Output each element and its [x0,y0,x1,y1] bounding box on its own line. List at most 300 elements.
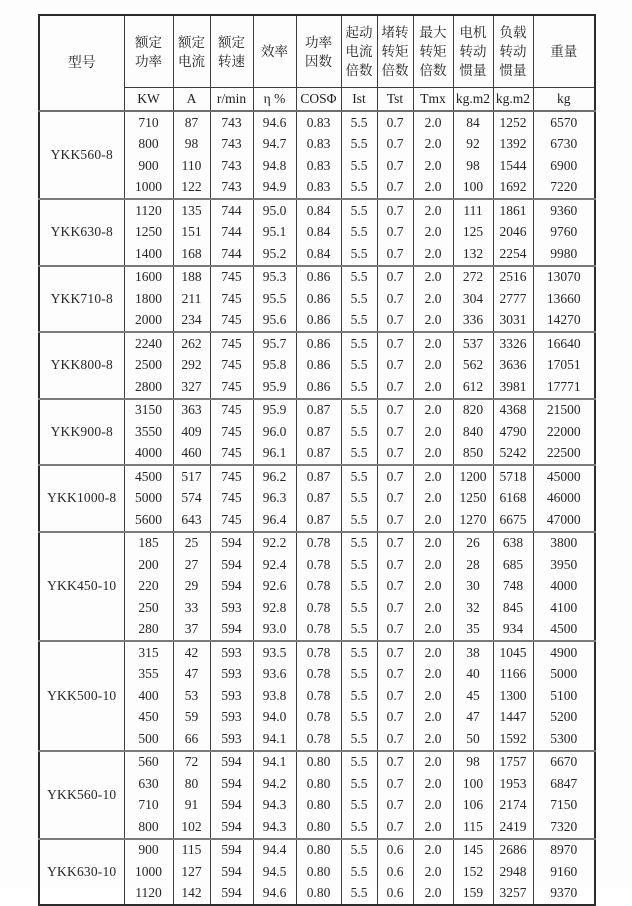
cell-rated-power: 1400 [124,243,173,266]
cell-rated-current: 98 [173,134,210,156]
cell-rated-speed: 743 [210,155,253,177]
cell-rated-power: 1120 [124,883,173,906]
cell-power-factor: 0.86 [296,266,341,289]
cell-rated-current: 47 [173,664,210,686]
cell-load-inertia: 3326 [493,332,533,355]
cell-load-inertia: 4368 [493,399,533,422]
cell-weight: 4500 [533,619,595,642]
cell-locked-rotor-torque-ratio: 0.7 [377,816,413,839]
model-group [39,111,595,199]
cell-rated-power: 800 [124,134,173,156]
cell-locked-rotor-torque-ratio: 0.7 [377,488,413,510]
cell-max-torque-ratio: 2.0 [413,597,453,619]
cell-weight: 5100 [533,685,595,707]
cell-power-factor: 0.87 [296,509,341,532]
cell-max-torque-ratio: 2.0 [413,883,453,906]
cell-power-factor: 0.80 [296,839,341,862]
model-group [39,465,595,532]
cell-power-factor: 0.83 [296,155,341,177]
cell-max-torque-ratio: 2.0 [413,399,453,422]
model-cell: YKK630-8 [39,199,124,266]
cell-rated-speed: 743 [210,134,253,156]
cell-efficiency: 93.5 [253,641,296,664]
cell-rated-current: 59 [173,707,210,729]
cell-load-inertia: 1592 [493,728,533,751]
cell-rated-power: 3550 [124,421,173,443]
col-unit-weight: kg [533,88,595,112]
cell-rated-speed: 593 [210,597,253,619]
cell-motor-inertia: 40 [453,664,493,686]
col-header-rated-speed: 额定 转速 [210,15,253,88]
cell-efficiency: 92.6 [253,576,296,598]
cell-starting-current-ratio: 5.5 [341,664,377,686]
cell-locked-rotor-torque-ratio: 0.7 [377,134,413,156]
cell-locked-rotor-torque-ratio: 0.7 [377,619,413,642]
cell-motor-inertia: 100 [453,773,493,795]
cell-locked-rotor-torque-ratio: 0.7 [377,795,413,817]
cell-motor-inertia: 820 [453,399,493,422]
cell-load-inertia: 5242 [493,443,533,466]
cell-efficiency: 93.0 [253,619,296,642]
cell-locked-rotor-torque-ratio: 0.7 [377,554,413,576]
cell-motor-inertia: 50 [453,728,493,751]
cell-load-inertia: 1544 [493,155,533,177]
cell-efficiency: 94.8 [253,155,296,177]
cell-load-inertia: 2516 [493,266,533,289]
cell-efficiency: 94.3 [253,795,296,817]
cell-efficiency: 94.2 [253,773,296,795]
model-group [39,399,595,466]
cell-starting-current-ratio: 5.5 [341,155,377,177]
cell-starting-current-ratio: 5.5 [341,597,377,619]
cell-rated-speed: 745 [210,421,253,443]
cell-starting-current-ratio: 5.5 [341,773,377,795]
cell-rated-speed: 594 [210,751,253,774]
cell-rated-power: 315 [124,641,173,664]
cell-efficiency: 95.1 [253,222,296,244]
cell-rated-current: 29 [173,576,210,598]
cell-load-inertia: 845 [493,597,533,619]
cell-rated-current: 122 [173,177,210,200]
cell-rated-current: 517 [173,465,210,488]
cell-rated-power: 500 [124,728,173,751]
cell-max-torque-ratio: 2.0 [413,134,453,156]
cell-rated-current: 262 [173,332,210,355]
cell-rated-current: 363 [173,399,210,422]
cell-rated-power: 355 [124,664,173,686]
model-group [39,266,595,333]
cell-starting-current-ratio: 5.5 [341,816,377,839]
table-row [39,199,595,222]
cell-power-factor: 0.83 [296,134,341,156]
cell-rated-speed: 745 [210,376,253,399]
cell-weight: 9980 [533,243,595,266]
cell-max-torque-ratio: 2.0 [413,288,453,310]
col-unit-rated-speed: r/min [210,88,253,112]
cell-max-torque-ratio: 2.0 [413,488,453,510]
cell-efficiency: 96.3 [253,488,296,510]
cell-rated-speed: 594 [210,773,253,795]
cell-load-inertia: 3636 [493,355,533,377]
motor-spec-table [38,14,596,906]
cell-rated-speed: 593 [210,707,253,729]
cell-max-torque-ratio: 2.0 [413,266,453,289]
cell-weight: 4000 [533,576,595,598]
col-unit-max-torque-ratio: Tmx [413,88,453,112]
col-header-starting-current-ratio: 起动 电流 倍数 [341,15,377,88]
col-header-max-torque-ratio: 最大 转矩 倍数 [413,15,453,88]
cell-rated-speed: 745 [210,443,253,466]
cell-weight: 14270 [533,310,595,333]
cell-locked-rotor-torque-ratio: 0.7 [377,685,413,707]
cell-max-torque-ratio: 2.0 [413,465,453,488]
cell-rated-power: 800 [124,816,173,839]
cell-starting-current-ratio: 5.5 [341,266,377,289]
cell-locked-rotor-torque-ratio: 0.7 [377,664,413,686]
cell-max-torque-ratio: 2.0 [413,509,453,532]
cell-efficiency: 96.1 [253,443,296,466]
cell-power-factor: 0.78 [296,685,341,707]
cell-load-inertia: 1692 [493,177,533,200]
cell-starting-current-ratio: 5.5 [341,532,377,555]
col-header-motor-inertia: 电机 转动 惯量 [453,15,493,88]
cell-starting-current-ratio: 5.5 [341,332,377,355]
cell-power-factor: 0.78 [296,641,341,664]
cell-power-factor: 0.86 [296,310,341,333]
cell-rated-speed: 743 [210,177,253,200]
cell-load-inertia: 4790 [493,421,533,443]
cell-starting-current-ratio: 5.5 [341,751,377,774]
cell-rated-speed: 593 [210,685,253,707]
cell-rated-current: 72 [173,751,210,774]
cell-efficiency: 94.4 [253,839,296,862]
cell-rated-current: 25 [173,532,210,555]
cell-locked-rotor-torque-ratio: 0.7 [377,243,413,266]
cell-load-inertia: 2046 [493,222,533,244]
cell-rated-current: 234 [173,310,210,333]
cell-rated-speed: 745 [210,288,253,310]
cell-power-factor: 0.87 [296,465,341,488]
cell-starting-current-ratio: 5.5 [341,199,377,222]
cell-power-factor: 0.86 [296,376,341,399]
cell-locked-rotor-torque-ratio: 0.7 [377,266,413,289]
cell-rated-current: 87 [173,111,210,134]
cell-motor-inertia: 84 [453,111,493,134]
cell-weight: 45000 [533,465,595,488]
cell-weight: 5200 [533,707,595,729]
cell-motor-inertia: 47 [453,707,493,729]
cell-max-torque-ratio: 2.0 [413,707,453,729]
cell-rated-speed: 744 [210,243,253,266]
cell-efficiency: 96.4 [253,509,296,532]
cell-rated-current: 188 [173,266,210,289]
cell-max-torque-ratio: 2.0 [413,619,453,642]
cell-weight: 21500 [533,399,595,422]
cell-load-inertia: 638 [493,532,533,555]
cell-rated-current: 110 [173,155,210,177]
cell-load-inertia: 2174 [493,795,533,817]
cell-rated-speed: 593 [210,728,253,751]
cell-locked-rotor-torque-ratio: 0.7 [377,532,413,555]
cell-starting-current-ratio: 5.5 [341,576,377,598]
cell-motor-inertia: 28 [453,554,493,576]
cell-rated-power: 5000 [124,488,173,510]
cell-rated-current: 37 [173,619,210,642]
cell-weight: 9160 [533,861,595,883]
cell-max-torque-ratio: 2.0 [413,685,453,707]
cell-rated-power: 220 [124,576,173,598]
col-header-efficiency: 效率 [253,15,296,88]
cell-efficiency: 95.9 [253,376,296,399]
cell-locked-rotor-torque-ratio: 0.7 [377,443,413,466]
cell-power-factor: 0.87 [296,399,341,422]
cell-power-factor: 0.78 [296,619,341,642]
cell-max-torque-ratio: 2.0 [413,795,453,817]
cell-locked-rotor-torque-ratio: 0.7 [377,288,413,310]
cell-rated-current: 643 [173,509,210,532]
cell-rated-power: 1000 [124,861,173,883]
cell-starting-current-ratio: 5.5 [341,243,377,266]
cell-efficiency: 94.5 [253,861,296,883]
cell-rated-current: 33 [173,597,210,619]
col-header-locked-rotor-torque-ratio: 堵转 转矩 倍数 [377,15,413,88]
col-header-power-factor: 功率 因数 [296,15,341,88]
cell-rated-speed: 745 [210,332,253,355]
col-unit-power-factor: COSΦ [296,88,341,112]
cell-rated-power: 2000 [124,310,173,333]
cell-rated-power: 1600 [124,266,173,289]
cell-load-inertia: 2686 [493,839,533,862]
cell-motor-inertia: 840 [453,421,493,443]
col-header-weight: 重量 [533,15,595,88]
cell-rated-speed: 745 [210,465,253,488]
col-header-rated-power: 额定 功率 [124,15,173,88]
cell-locked-rotor-torque-ratio: 0.7 [377,641,413,664]
cell-starting-current-ratio: 5.5 [341,310,377,333]
cell-max-torque-ratio: 2.0 [413,773,453,795]
cell-load-inertia: 934 [493,619,533,642]
cell-efficiency: 94.7 [253,134,296,156]
cell-efficiency: 95.2 [253,243,296,266]
cell-rated-current: 409 [173,421,210,443]
cell-rated-power: 900 [124,839,173,862]
cell-locked-rotor-torque-ratio: 0.7 [377,310,413,333]
col-unit-motor-inertia: kg.m2 [453,88,493,112]
cell-load-inertia: 2254 [493,243,533,266]
cell-weight: 3800 [533,532,595,555]
cell-efficiency: 95.0 [253,199,296,222]
cell-power-factor: 0.87 [296,488,341,510]
cell-rated-power: 185 [124,532,173,555]
cell-rated-power: 630 [124,773,173,795]
model-cell: YKK450-10 [39,532,124,642]
cell-rated-current: 135 [173,199,210,222]
model-group [39,332,595,399]
cell-max-torque-ratio: 2.0 [413,861,453,883]
cell-starting-current-ratio: 5.5 [341,883,377,906]
table-row [39,266,595,289]
cell-rated-current: 574 [173,488,210,510]
cell-locked-rotor-torque-ratio: 0.7 [377,576,413,598]
cell-load-inertia: 1392 [493,134,533,156]
cell-rated-power: 1800 [124,288,173,310]
cell-power-factor: 0.80 [296,795,341,817]
cell-rated-speed: 745 [210,266,253,289]
col-unit-load-inertia: kg.m2 [493,88,533,112]
cell-rated-power: 200 [124,554,173,576]
cell-motor-inertia: 30 [453,576,493,598]
table-row [39,751,595,774]
cell-rated-current: 27 [173,554,210,576]
cell-starting-current-ratio: 5.5 [341,707,377,729]
cell-efficiency: 93.8 [253,685,296,707]
col-unit-rated-current: A [173,88,210,112]
cell-rated-speed: 594 [210,554,253,576]
table-row [39,399,595,422]
cell-rated-power: 1000 [124,177,173,200]
cell-starting-current-ratio: 5.5 [341,728,377,751]
cell-efficiency: 93.6 [253,664,296,686]
cell-locked-rotor-torque-ratio: 0.7 [377,597,413,619]
cell-locked-rotor-torque-ratio: 0.7 [377,332,413,355]
cell-motor-inertia: 38 [453,641,493,664]
cell-max-torque-ratio: 2.0 [413,839,453,862]
cell-locked-rotor-torque-ratio: 0.7 [377,155,413,177]
cell-efficiency: 92.2 [253,532,296,555]
cell-max-torque-ratio: 2.0 [413,222,453,244]
model-cell: YKK710-8 [39,266,124,333]
cell-rated-current: 211 [173,288,210,310]
cell-load-inertia: 1252 [493,111,533,134]
cell-load-inertia: 3031 [493,310,533,333]
cell-power-factor: 0.87 [296,443,341,466]
col-header-model: 型号 [39,15,124,111]
cell-efficiency: 94.6 [253,883,296,906]
cell-rated-current: 53 [173,685,210,707]
cell-rated-current: 327 [173,376,210,399]
cell-efficiency: 95.8 [253,355,296,377]
cell-power-factor: 0.78 [296,597,341,619]
cell-locked-rotor-torque-ratio: 0.7 [377,355,413,377]
model-group [39,751,595,839]
cell-weight: 9760 [533,222,595,244]
cell-load-inertia: 1447 [493,707,533,729]
cell-power-factor: 0.80 [296,816,341,839]
cell-load-inertia: 3257 [493,883,533,906]
cell-load-inertia: 2777 [493,288,533,310]
model-cell: YKK1000-8 [39,465,124,532]
cell-max-torque-ratio: 2.0 [413,310,453,333]
cell-rated-power: 5600 [124,509,173,532]
cell-weight: 46000 [533,488,595,510]
cell-weight: 9360 [533,199,595,222]
cell-weight: 9370 [533,883,595,906]
cell-rated-speed: 593 [210,664,253,686]
cell-weight: 5300 [533,728,595,751]
cell-motor-inertia: 125 [453,222,493,244]
cell-rated-speed: 745 [210,355,253,377]
cell-rated-speed: 594 [210,861,253,883]
cell-max-torque-ratio: 2.0 [413,177,453,200]
model-group [39,641,595,751]
cell-load-inertia: 5718 [493,465,533,488]
cell-efficiency: 95.9 [253,399,296,422]
cell-power-factor: 0.78 [296,664,341,686]
cell-motor-inertia: 562 [453,355,493,377]
cell-power-factor: 0.78 [296,554,341,576]
cell-rated-current: 115 [173,839,210,862]
cell-weight: 7220 [533,177,595,200]
cell-starting-current-ratio: 5.5 [341,134,377,156]
cell-rated-power: 560 [124,751,173,774]
model-cell: YKK560-8 [39,111,124,199]
cell-max-torque-ratio: 2.0 [413,728,453,751]
cell-rated-speed: 593 [210,641,253,664]
cell-max-torque-ratio: 2.0 [413,355,453,377]
cell-locked-rotor-torque-ratio: 0.7 [377,773,413,795]
cell-load-inertia: 1300 [493,685,533,707]
table-row [39,532,595,555]
cell-rated-current: 292 [173,355,210,377]
cell-motor-inertia: 26 [453,532,493,555]
cell-max-torque-ratio: 2.0 [413,332,453,355]
cell-efficiency: 96.0 [253,421,296,443]
cell-max-torque-ratio: 2.0 [413,664,453,686]
cell-efficiency: 94.1 [253,751,296,774]
cell-weight: 6570 [533,111,595,134]
cell-power-factor: 0.80 [296,861,341,883]
cell-rated-power: 2240 [124,332,173,355]
cell-rated-speed: 594 [210,839,253,862]
cell-weight: 6730 [533,134,595,156]
cell-motor-inertia: 32 [453,597,493,619]
cell-rated-current: 168 [173,243,210,266]
cell-starting-current-ratio: 5.5 [341,443,377,466]
cell-rated-power: 3150 [124,399,173,422]
cell-rated-speed: 745 [210,310,253,333]
cell-power-factor: 0.78 [296,576,341,598]
cell-power-factor: 0.86 [296,332,341,355]
cell-load-inertia: 3981 [493,376,533,399]
cell-efficiency: 95.5 [253,288,296,310]
table-row [39,111,595,134]
cell-weight: 7150 [533,795,595,817]
cell-rated-power: 280 [124,619,173,642]
cell-rated-power: 2500 [124,355,173,377]
cell-max-torque-ratio: 2.0 [413,199,453,222]
cell-motor-inertia: 304 [453,288,493,310]
cell-efficiency: 92.8 [253,597,296,619]
cell-starting-current-ratio: 5.5 [341,177,377,200]
cell-rated-power: 900 [124,155,173,177]
cell-rated-speed: 594 [210,532,253,555]
cell-locked-rotor-torque-ratio: 0.6 [377,839,413,862]
col-unit-rated-power: KW [124,88,173,112]
cell-starting-current-ratio: 5.5 [341,554,377,576]
cell-starting-current-ratio: 5.5 [341,111,377,134]
cell-motor-inertia: 132 [453,243,493,266]
cell-efficiency: 92.4 [253,554,296,576]
cell-starting-current-ratio: 5.5 [341,641,377,664]
cell-power-factor: 0.78 [296,728,341,751]
cell-locked-rotor-torque-ratio: 0.7 [377,728,413,751]
cell-efficiency: 95.3 [253,266,296,289]
cell-rated-power: 2800 [124,376,173,399]
cell-rated-speed: 594 [210,816,253,839]
cell-power-factor: 0.80 [296,773,341,795]
cell-max-torque-ratio: 2.0 [413,243,453,266]
cell-weight: 6670 [533,751,595,774]
